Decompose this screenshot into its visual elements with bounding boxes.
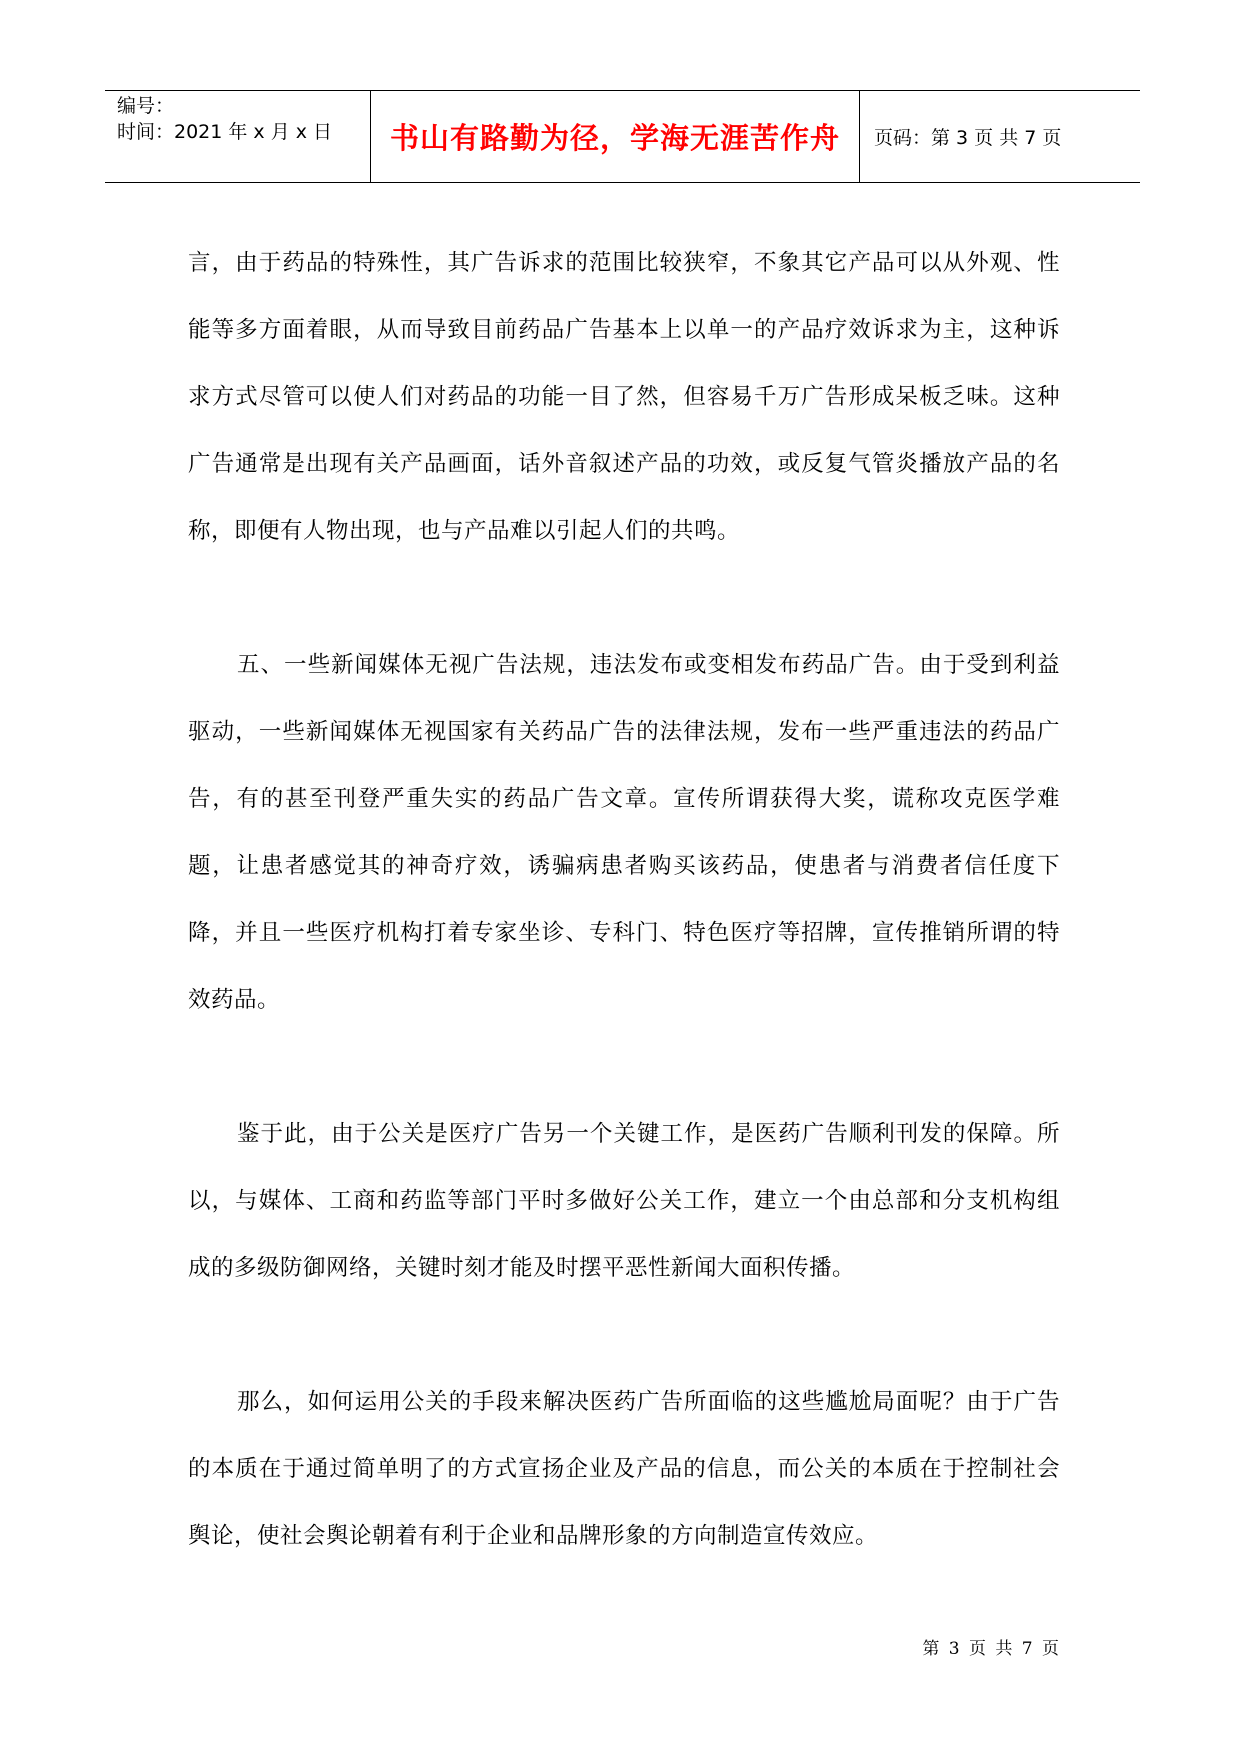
paragraph-3: 鉴于此，由于公关是医疗广告另一个关键工作，是医药广告顺利刊发的保障。所以，与媒体、工商和药监等部门平时多做好公关工作，建立一个由总部和分支机构组成的多级防御网络，关键时刻才能及时摆平恶性新闻大面积传播。 xyxy=(188,1121,1060,1281)
document-body xyxy=(188,230,1060,1570)
paragraph-1: 言，由于药品的特殊性，其广告诉求的范围比较狭窄，不象其它产品可以从外观、性能等多方面着眼，从而导致目前药品广告基本上以单一的产品疗效诉求为主，这种诉求方式尽管可以使人们对药品的功能一目了然，但容易千万广告形成呆板乏味。这种广告通常是出现有关产品画面，话外音叙述产品的功效，或反复气管炎播放产品的名称，即便有人物出现，也与产品难以引起人们的共鸣。 xyxy=(188,250,1060,544)
date-line: 时间：2021 年 x 月 x 日 xyxy=(117,121,333,143)
paragraph-spacer xyxy=(188,1034,1060,1101)
page-footer: 第 3 页 共 7 页 xyxy=(922,1639,1061,1659)
header-motto: 书山有路勤为径，学海无涯苦作舟 xyxy=(370,91,860,182)
serial-number-label: 编号： xyxy=(117,95,175,117)
paragraph-2: 五、一些新闻媒体无视广告法规，违法发布或变相发布药品广告。由于受到利益驱动，一些新闻媒体无视国家有关药品广告的法律法规，发布一些严重违法的药品广告，有的甚至刊登严重失实的药品广告文章。宣传所谓获得大奖，谎称攻克医学难题，让患者感觉其的神奇疗效，诱骗病患者购买该药品，使患者与消费者信任度下降，并且一些医疗机构打着专家坐诊、专科门、特色医疗等招牌，宣传推销所谓的特效药品。 xyxy=(188,652,1060,1013)
paragraph-spacer xyxy=(188,565,1060,632)
paragraph-spacer xyxy=(188,1302,1060,1369)
header-page-code: 页码：第 3 页 共 7 页 xyxy=(874,127,1062,149)
paragraph-4: 那么，如何运用公关的手段来解决医药广告所面临的这些尴尬局面呢？由于广告的本质在于通过简单明了的方式宣扬企业及产品的信息，而公关的本质在于控制社会舆论，使社会舆论朝着有利于企业和品牌形象的方向制造宣传效应。 xyxy=(188,1389,1060,1549)
header-meta xyxy=(105,91,370,182)
document-header xyxy=(105,90,1140,183)
